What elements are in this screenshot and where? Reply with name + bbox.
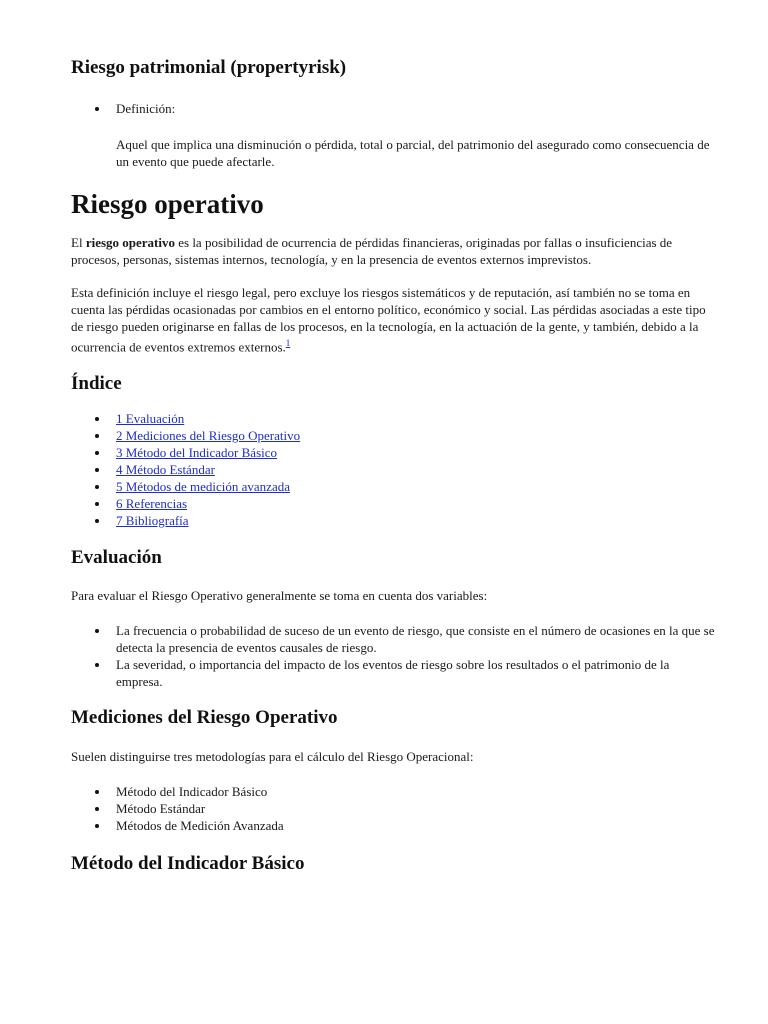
toc-item <box>116 461 716 478</box>
table-of-contents <box>71 410 716 529</box>
document-page <box>71 52 716 876</box>
list-item: Método del Indicador Básico <box>116 783 716 800</box>
paragraph-rest: es la posibilidad de ocurrencia de pérdidas financieras, originadas por fallas o insuficiencias de procesos, personas, sistemas internos, tecnología, y en la presencia de eventos externos imprevistos. <box>71 235 673 267</box>
list-item: Definición: <box>116 100 716 117</box>
toc-link-evaluacion[interactable]: 1 Evaluación <box>116 411 185 427</box>
section-title-mediciones: Mediciones del Riesgo Operativo <box>71 707 338 729</box>
mediciones-list <box>71 783 716 834</box>
toc-item <box>116 478 716 495</box>
list-item: Método Estándar <box>116 800 716 817</box>
toc-item <box>116 512 716 529</box>
footnote-link[interactable]: 1 <box>285 338 291 348</box>
toc-link-bibliografia[interactable]: 7 Bibliografía <box>116 513 189 529</box>
toc-item <box>116 427 716 444</box>
mediciones-intro: Suelen distinguirse tres metodologías para el cálculo del Riesgo Operacional: <box>71 749 474 765</box>
footnote-ref[interactable] <box>286 337 291 349</box>
paragraph-text: Esta definición incluye el riesgo legal, pero excluye los riesgos sistemáticos y de reputación, así también no se toma en cuenta las pérdidas ocasionadas por cambios en el entorno político, económico y social. Las pérdidas asociadas a este tipo de riesgo pueden originarse en fallas de los procesos, en la tecnología, en la actuación de la gente, y también, debido a la ocurrencia de eventos extremos externos. <box>71 285 706 355</box>
toc-link-mediciones[interactable]: 2 Mediciones del Riesgo Operativo <box>116 428 301 444</box>
evaluacion-intro: Para evaluar el Riesgo Operativo generalmente se toma en cuenta dos variables: <box>71 588 488 604</box>
toc-link-referencias[interactable]: 6 Referencias <box>116 496 188 512</box>
section-title-evaluacion: Evaluación <box>71 547 162 569</box>
section-title-patrimonial: Riesgo patrimonial (propertyrisk) <box>71 57 347 78</box>
section-title-indicador-basico: Método del Indicador Básico <box>71 853 305 875</box>
paragraph-definition <box>71 284 716 355</box>
list-item: La frecuencia o probabilidad de suceso de un evento de riesgo, que consiste en el número de ocasiones en la que se detecta la presencia de eventos causales de riesgo. <box>116 623 715 656</box>
toc-link-indicador-basico[interactable]: 3 Método del Indicador Básico <box>116 445 278 461</box>
paragraph-prefix: El <box>71 235 86 250</box>
list-item: La severidad, o importancia del impacto de los eventos de riesgo sobre los resultados o el patrimonio de la empresa. <box>116 656 716 690</box>
definition-list <box>71 100 716 117</box>
section-title-indice: Índice <box>71 373 122 395</box>
toc-item <box>116 495 716 512</box>
toc-link-metodo-estandar[interactable]: 4 Método Estándar <box>116 462 215 478</box>
toc-item <box>116 410 716 427</box>
toc-item <box>116 444 716 461</box>
page-title: Riesgo operativo <box>71 189 264 219</box>
toc-link-medicion-avanzada[interactable]: 5 Métodos de medición avanzada <box>116 479 290 495</box>
paragraph-intro <box>71 234 716 268</box>
evaluacion-list <box>71 622 716 690</box>
list-item: Métodos de Medición Avanzada <box>116 817 716 834</box>
bold-term: riesgo operativo <box>85 235 175 250</box>
definition-text: Aquel que implica una disminución o pérdida, total o parcial, del patrimonio del asegurado como consecuencia de un evento que puede afectarle. <box>116 137 710 169</box>
